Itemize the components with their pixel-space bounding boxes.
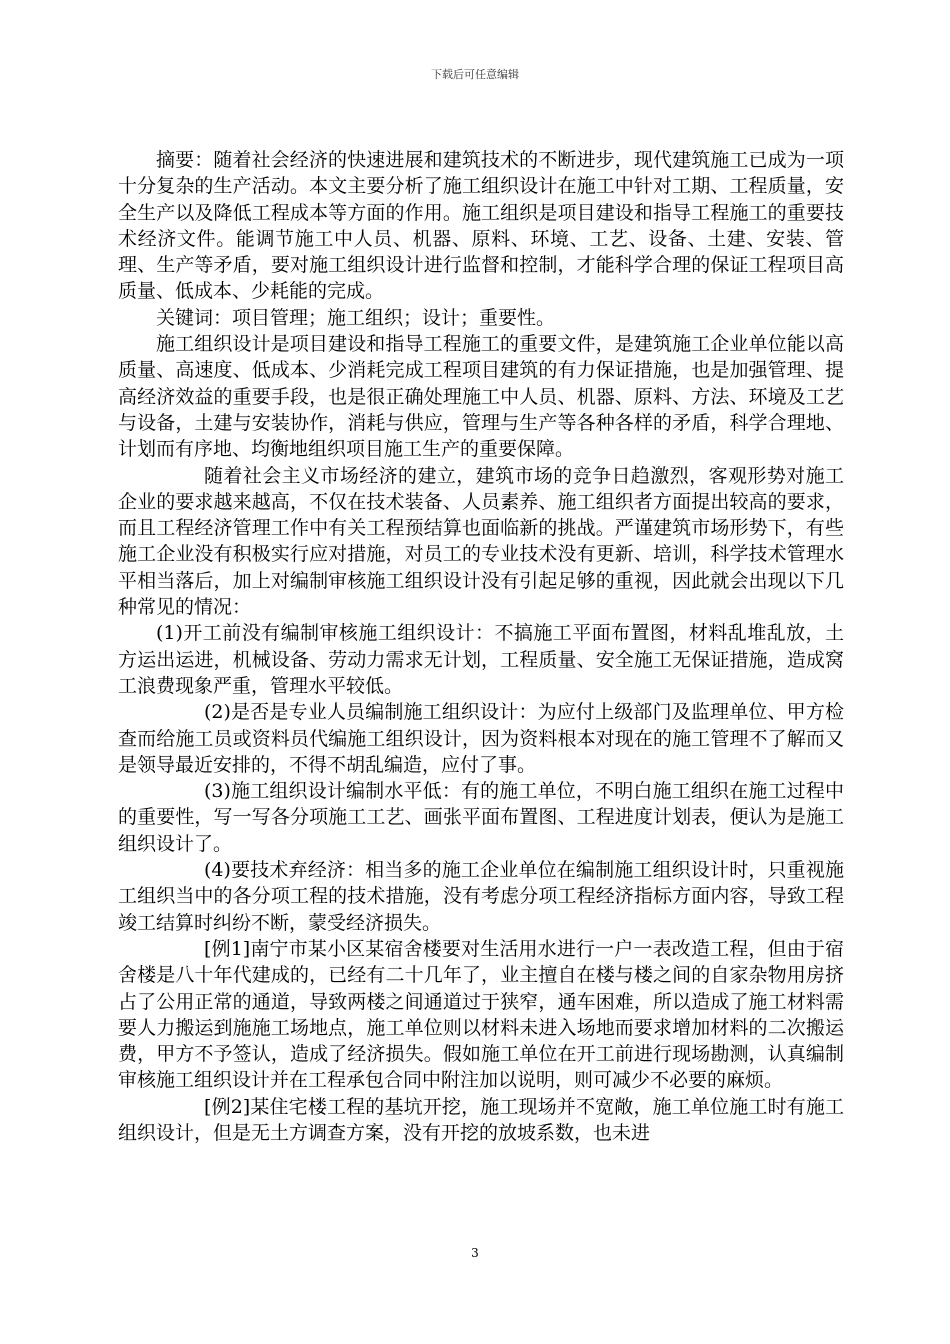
list-item-1: (1)开工前没有编制审核施工组织设计：不搞施工平面布置图，材料乱堆乱放，土方运出运进，机械设备、劳动力需求无计划，工程质量、安全施工无保证措施，造成窝工浪费现象严重，管理水平较低。 [118,622,844,697]
example-2-paragraph: [例2]某住宅楼工程的基坑开挖，施工现场并不宽敞，施工单位施工时有施工组织设计，但是无土方调查方案，没有开挖的放坡系数，也未进 [118,1095,844,1144]
list-item-3: (3)施工组织设计编制水平低：有的施工单位，不明白施工组织在施工过程中的重要性，写一写各分项施工工艺、画张平面布置图、工程进度计划表，便认为是施工组织设计了。 [118,780,844,855]
abstract-paragraph: 摘要：随着社会经济的快速进展和建筑技术的不断进步，现代建筑施工已成为一项十分复杂的生产活动。本文主要分析了施工组织设计在施工中针对工期、工程质量，安全生产以及降低工程成本等方面的作用。施工组织是项目建设和指导工程施工的重要技术经济文件。能调节施工中人员、机器、原料、环境、工艺、设备、土建、安装、管理、生产等矛盾，要对施工组织设计进行监督和控制，才能科学合理的保证工程项目高质量、低成本、少耗能的完成。 [118,149,844,303]
page-header: 下载后可任意编辑 [431,68,519,81]
body-paragraph: 随着社会主义市场经济的建立，建筑市场的竞争日趋激烈，客观形势对施工企业的要求越来越高，不仅在技术装备、人员素养、施工组织者方面提出较高的要求，而且工程经济管理工作中有关工程预结算也面临新的挑战。严谨建筑市场形势下，有些施工企业没有积极实行应对措施，对员工的专业技术没有更新、培训，科学技术管理水平相当落后，加上对编制审核施工组织设计没有引起足够的重视，因此就会出现以下几种常见的情况： [118,464,844,619]
body-paragraph: 施工组织设计是项目建设和指导工程施工的重要文件，是建筑施工企业单位能以高质量、高速度、低成本、少消耗完成工程项目建筑的有力保证措施，也是加强管理、提高经济效益的重要手段，也是很正确处理施工中人员、机器、原料、方法、环境及工艺与设备，土建与安装协作，消耗与供应，管理与生产等各种各样的矛盾，科学合理地、计划而有序地、均衡地组织项目施工生产的重要保障。 [118,333,844,461]
page-number: 3 [471,1246,479,1260]
keywords-paragraph: 关键词：项目管理；施工组织；设计；重要性。 [156,306,556,329]
document-body [118,147,844,1146]
list-item-4: (4)要技术弃经济：相当多的施工企业单位在编制施工组织设计时，只重视施工组织当中的各分项工程的技术措施，没有考虑分项工程经济指标方面内容，导致工程竣工结算时纠纷不断，蒙受经济损失。 [118,859,844,934]
list-item-2: (2)是否是专业人员编制施工组织设计：为应付上级部门及监理单位、甲方检查而给施工员或资料员代编施工组织设计，因为资料根本对现在的施工管理不了解而又是领导最近安排的，不得不胡乱编造，应付了事。 [118,701,844,776]
example-1-paragraph: [例1]南宁市某小区某宿舍楼要对生活用水进行一户一表改造工程，但由于宿舍楼是八十年代建成的，已经有二十几年了，业主擅自在楼与楼之间的自家杂物用房挤占了公用正常的通道，导致两楼之间通道过于狭窄，通车困难，所以造成了施工材料需要人力搬运到施施工场地点，施工单位则以材料未进入场地而要求增加材料的二次搬运费，甲方不予签认，造成了经济损失。假如施工单位在开工前进行现场勘测，认真编制审核施工组织设计并在工程承包合同中附注加以说明，则可减少不必要的麻烦。 [118,937,844,1092]
